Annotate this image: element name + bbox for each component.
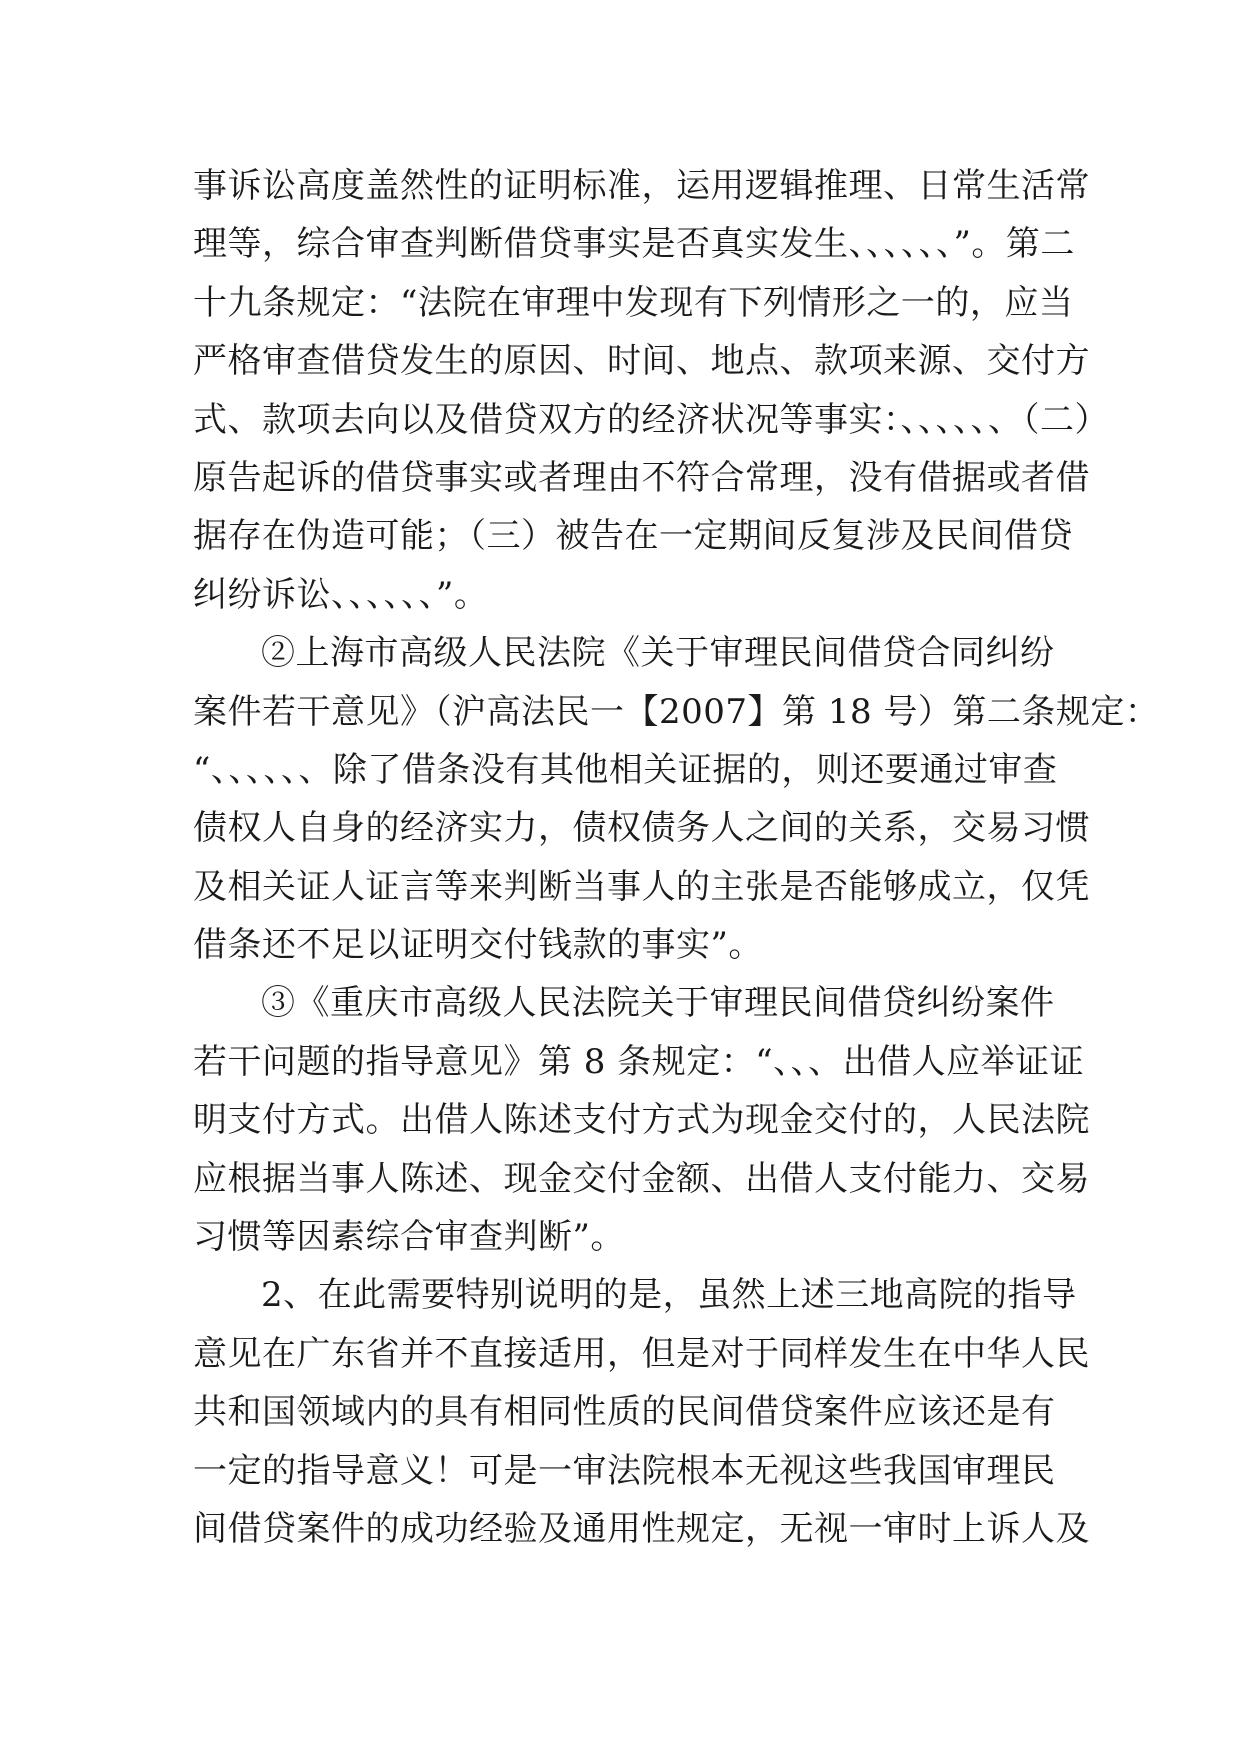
text-line: 理等，综合审查判断借贷事实是否真实发生、、、、、、”。第二 xyxy=(193,224,1075,265)
paragraph-first-line: ③《重庆市高级人民法院关于审理民间借贷纠纷案件 xyxy=(261,983,1055,1024)
text-line: 纠纷诉讼、、、、、、”。 xyxy=(193,574,489,615)
text-line: 式、款项去向以及借贷双方的经济状况等事实：、、、、、、（二） xyxy=(193,399,1109,440)
text-line: 若干问题的指导意见》第 8 条规定：“、、、出借人应举证证 xyxy=(193,1041,1085,1082)
text-line: 案件若干意见》（沪高法民一【2007】第 18 号）第二条规定： xyxy=(193,691,1160,732)
text-line: 一定的指导意义！可是一审法院根本无视这些我国审理民 xyxy=(193,1450,1056,1491)
text-line: 意见在广东省并不直接适用，但是对于同样发生在中华人民 xyxy=(193,1333,1090,1374)
text-line: 原告起诉的借贷事实或者理由不符合常理，没有借据或者借 xyxy=(193,457,1090,498)
paragraph-first-line: 2、在此需要特别说明的是，虽然上述三地高院的指导 xyxy=(261,1275,1077,1316)
paragraph-first-line: ②上海市高级人民法院《关于审理民间借贷合同纠纷 xyxy=(261,633,1055,674)
text-line: 及相关证人证言等来判断当事人的主张是否能够成立，仅凭 xyxy=(193,866,1090,907)
text-line: 据存在伪造可能；（三）被告在一定期间反复涉及民间借贷 xyxy=(193,516,1073,557)
text-line: 十九条规定：“法院在审理中发现有下列情形之一的，应当 xyxy=(193,282,1074,323)
text-line: 应根据当事人陈述、现金交付金额、出借人支付能力、交易 xyxy=(193,1158,1090,1199)
text-line: 严格审查借贷发生的原因、时间、地点、款项来源、交付方 xyxy=(193,341,1090,382)
text-line: 共和国领域内的具有相同性质的民间借贷案件应该还是有 xyxy=(193,1392,1056,1433)
text-line: 事诉讼高度盖然性的证明标准，运用逻辑推理、日常生活常 xyxy=(193,166,1090,206)
text-line: 债权人自身的经济实力，债权债务人之间的关系，交易习惯 xyxy=(193,808,1090,849)
text-line: 间借贷案件的成功经验及通用性规定，无视一审时上诉人及 xyxy=(193,1508,1090,1549)
text-line: “、、、、、、除了借条没有其他相关证据的，则还要通过审查 xyxy=(193,749,1058,790)
text-line: 习惯等因素综合审查判断”。 xyxy=(193,1217,625,1258)
document-body xyxy=(193,157,1160,1558)
text-line: 明支付方式。出借人陈述支付方式为现金交付的，人民法院 xyxy=(193,1100,1090,1141)
text-line: 借条还不足以证明交付钱款的事实”。 xyxy=(193,925,763,966)
